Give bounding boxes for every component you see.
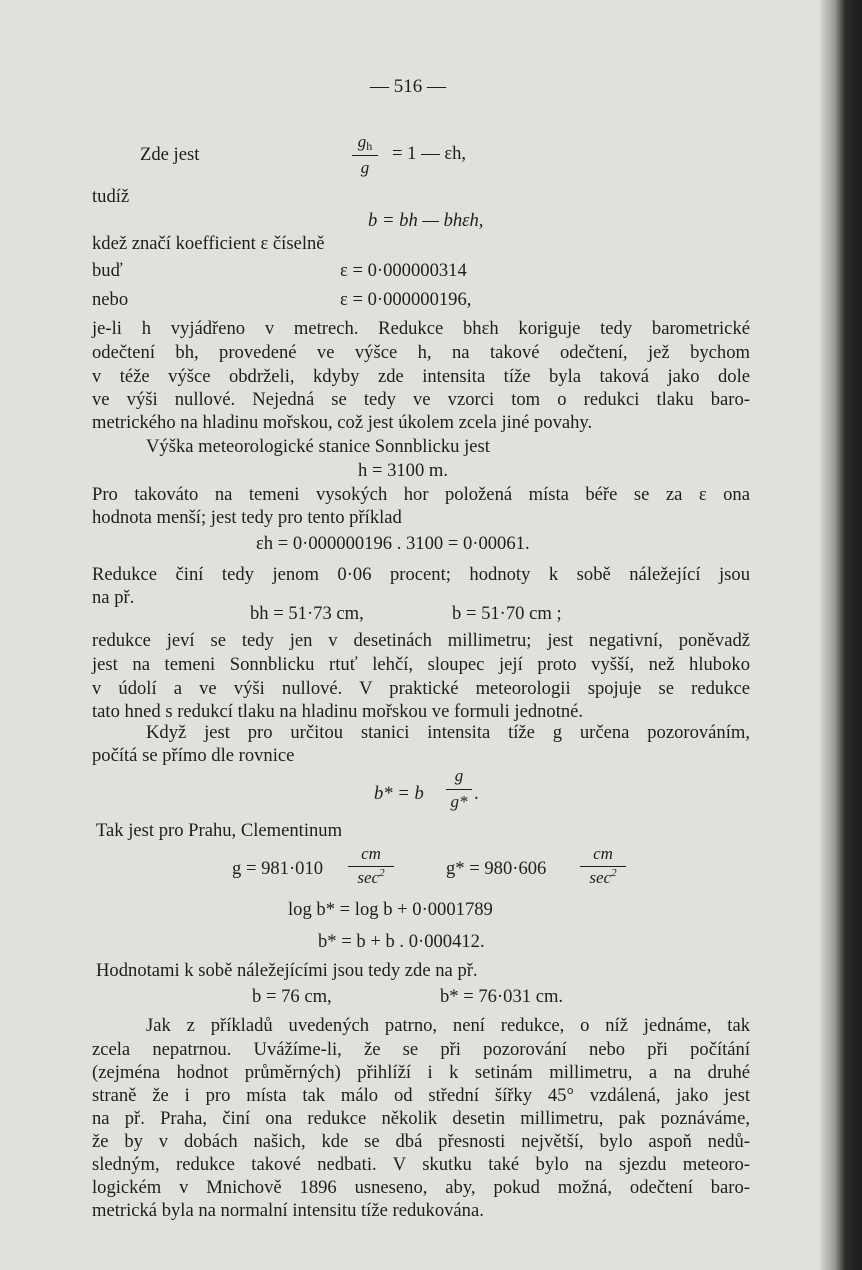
eq1-denominator: g: [360, 158, 370, 177]
para6-line: zcela nepatrnou. Uvážíme-li, že se při pozorování nebo při počítání: [92, 1039, 750, 1060]
para5-line: počítá se přímo dle rovnice: [92, 745, 295, 766]
h-equation: h = 3100 m.: [358, 460, 449, 481]
bud-value: ε = 0·000000314: [340, 260, 467, 281]
para3-line: na př.: [92, 587, 135, 608]
para3-line: Redukce činí tedy jenom 0·06 procent; hodnoty k sobě náležející jsou: [92, 564, 750, 585]
para5-line: Když jest pro určitou stanici intensita tíže g určena pozorováním,: [146, 722, 750, 743]
para1-line: ve výši nullové. Nejedná se tedy ve vzorci tom o redukci tlaku baro-: [92, 389, 750, 410]
vyska-text: Výška meteorologické stanice Sonnblicku jest: [146, 436, 490, 457]
bstar-eq-end: .: [474, 783, 479, 804]
gstar-equation: g* = 980·606: [446, 858, 547, 879]
eq1-rhs: = 1 — εh,: [392, 143, 467, 164]
log-equation: log b* = log b + 0·0001789: [288, 899, 493, 920]
para4-line: redukce jeví se tedy jen v desetinách millimetru; jest negativní, poněvadž: [92, 630, 750, 651]
b76-equation-right: b* = 76·031 cm.: [440, 986, 564, 1007]
para1-line: v téže výšce obdrželi, kdyby zde intensita tíže byla taková jako dole: [92, 366, 750, 387]
bh-equation-right: b = 51·70 cm ;: [452, 603, 562, 624]
bstar-eq-bar: [446, 789, 472, 790]
para6-line: sledným, redukce takové nedbati. V skutku také bylo na sjezdu meteoro-: [92, 1154, 750, 1175]
bud-label: buď: [92, 260, 123, 281]
hodnotami-text: Hodnotami k sobě náležejícími jsou tedy zde na př.: [96, 960, 478, 981]
para4-line: v údolí a ve výši nullové. V praktické meteorologii spojuje se redukce: [92, 678, 750, 699]
eq1-fraction-bar: [352, 155, 378, 156]
eq1-numerator: gh: [357, 132, 373, 153]
para6-line: na př. Praha, činí ona redukce několik desetin millimetru, pak poznáváme,: [92, 1108, 750, 1129]
para1-line: odečtení bh, provedené ve výšce h, na takové odečtení, jež bychom: [92, 342, 750, 363]
bh-equation-left: bh = 51·73 cm,: [250, 603, 364, 624]
prahu-text: Tak jest pro Prahu, Clementinum: [96, 820, 343, 841]
gstar-unit-numerator: cm: [593, 844, 613, 863]
para1-line: metrického na hladinu mořskou, což jest úkolem zcela jiné povahy.: [92, 412, 593, 433]
bstar-eq-lhs: b* = b: [374, 783, 424, 804]
page-number: — 516 —: [370, 76, 446, 97]
para2-line: Pro takováto na temeni vysokých hor položená místa béře se za ε ona: [92, 484, 750, 505]
eq2: b = bh — bhεh,: [368, 210, 484, 231]
para6-line: Jak z příkladů uvedených patrno, není redukce, o níž jednáme, tak: [146, 1015, 750, 1036]
gstar-unit-denominator: $\sec^2$: [589, 867, 617, 887]
b76-equation-left: b = 76 cm,: [252, 986, 332, 1007]
bstar-eq-numerator: g: [454, 766, 464, 785]
para1-line: je-li h vyjádřeno v metrech. Redukce bhεh koriguje tedy barometrické: [92, 318, 750, 339]
gstar-unit-bar: [580, 866, 626, 867]
para6-line: metrická byla na normalní intensitu tíže redukována.: [92, 1200, 484, 1221]
para4-line: tato hned s redukcí tlaku na hladinu mořskou ve formuli jednotné.: [92, 701, 584, 722]
page-binding-edge: [820, 0, 862, 1270]
para6-line: (zejména hodnot průměrných) přihlíží i k setinám millimetru, a na druhé: [92, 1062, 750, 1083]
para6-line: že by v dobách našich, kde se dbá přesnosti největší, bylo aspoň nedů-: [92, 1131, 750, 1152]
eh-equation: εh = 0·000000196 . 3100 = 0·00061.: [256, 533, 530, 554]
para2-line: hodnota menší; jest tedy pro tento příklad: [92, 507, 402, 528]
g-unit-bar: [348, 866, 394, 867]
nebo-value: ε = 0·000000196,: [340, 289, 472, 310]
kdez-text: kdež značí koefficient ε číselně: [92, 233, 325, 254]
para4-line: jest na temeni Sonnblicku rtuť lehčí, sloupec její proto vyšší, než hluboko: [92, 654, 750, 675]
bstar2-equation: b* = b + b . 0·000412.: [318, 931, 485, 952]
para6-line: logickém v Mnichově 1896 usneseno, aby, pokud možná, odečtení baro-: [92, 1177, 750, 1198]
bstar-eq-denominator: g*: [450, 792, 468, 811]
g-unit-numerator: cm: [361, 844, 381, 863]
para6-line: straně že i pro místa tak málo od střední šířky 45° vzdálená, jako jest: [92, 1085, 750, 1106]
eq1-label: Zde jest: [140, 144, 200, 165]
nebo-label: nebo: [92, 289, 129, 310]
g-unit-denominator: $\sec^2$: [357, 867, 385, 887]
g-equation: g = 981·010: [232, 858, 324, 879]
tudiz-text: tudíž: [92, 186, 130, 207]
